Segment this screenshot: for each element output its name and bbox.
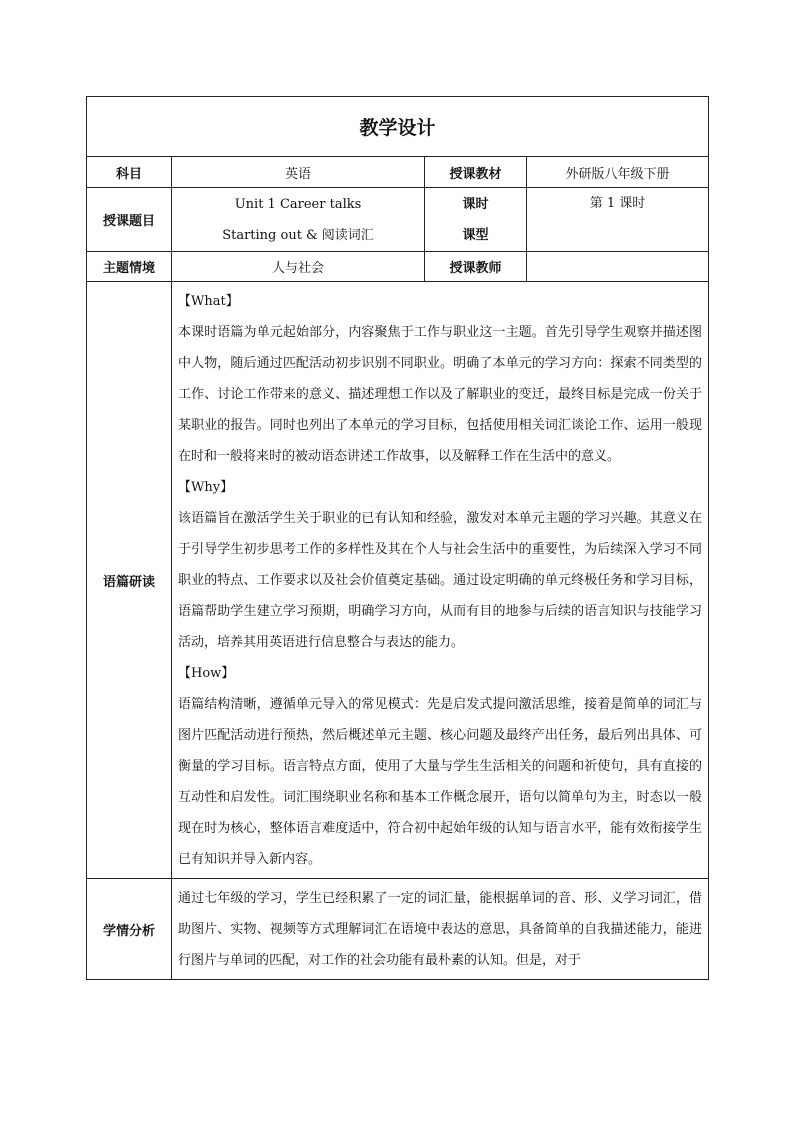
topic-label: 授课题目 <box>87 188 172 252</box>
what-paragraph: 本课时语篇为单元起始部分，内容聚焦于工作与职业这一主题。首先引导学生观察并描述图中人物，随后通过匹配活动初步识别不同职业。明确了本单元的学习方向：探索不同类型的工作、讨论工作带来的意义、描述理想工作以及了解职业的变迁，最终目标是完成一份关于某职业的报告。同时也列出了本单元的学习目标，包括使用相关词汇谈论工作、运用一般现在时和一般将来时的被动语态讲述工作故事，以及解释工作在生活中的意义。 <box>178 325 703 464</box>
why-heading: 【Why】 <box>178 480 234 495</box>
student-analysis-content <box>172 879 709 980</box>
subject-value: 英语 <box>172 157 425 188</box>
theme-value: 人与社会 <box>172 252 425 282</box>
title-row <box>87 97 709 157</box>
textbook-label: 授课教材 <box>425 157 527 188</box>
lesson-type-label: 课型 <box>462 227 489 243</box>
reading-analysis-content <box>172 282 709 879</box>
teacher-value <box>527 252 709 282</box>
reading-analysis-label: 语篇研读 <box>87 282 172 879</box>
page-title: 教学设计 <box>87 97 709 157</box>
period-type-label <box>425 188 527 252</box>
student-analysis-paragraph: 通过七年级的学习，学生已经积累了一定的词汇量，能根据单词的音、形、义学习词汇，借助图片、实物、视频等方式理解词汇在语境中表达的意思，具备简单的自我描述能力，能进行图片与单词的匹配，对工作的社会功能有最朴素的认知。但是，对于 <box>178 891 703 968</box>
period-label: 课时 <box>462 196 489 212</box>
topic-value-line1: Unit 1 Career talks <box>234 196 362 212</box>
student-analysis-row <box>87 879 709 980</box>
theme-label: 主题情境 <box>87 252 172 282</box>
why-paragraph: 该语篇旨在激活学生关于职业的已有认知和经验，激发对本单元主题的学习兴趣。其意义在于引导学生初步思考工作的多样性及其在个人与社会生活中的重要性，为后续深入学习不同职业的特点、工作要求以及社会价值奠定基础。通过设定明确的单元终极任务和学习目标，语篇帮助学生建立学习预期，明确学习方向，从而有目的地参与后续的语言知识与技能学习活动，培养其用英语进行信息整合与表达的能力。 <box>178 511 703 650</box>
topic-row <box>87 188 709 252</box>
theme-row <box>87 252 709 282</box>
period-value: 第 1 课时 <box>589 196 646 211</box>
topic-value <box>172 188 425 252</box>
period-value-cell <box>527 188 709 252</box>
reading-analysis-row <box>87 282 709 879</box>
student-analysis-label: 学情分析 <box>87 879 172 980</box>
topic-value-line2: Starting out & 阅读词汇 <box>222 227 374 243</box>
lesson-design-table <box>86 96 709 980</box>
how-heading: 【How】 <box>178 666 235 681</box>
what-heading: 【What】 <box>178 294 239 309</box>
textbook-value: 外研版八年级下册 <box>527 157 709 188</box>
subject-label: 科目 <box>87 157 172 188</box>
how-paragraph: 语篇结构清晰，遵循单元导入的常见模式：先是启发式提问激活思维，接着是简单的词汇与图片匹配活动进行预热，然后概述单元主题、核心问题及最终产出任务，最后列出具体、可衡量的学习目标。语言特点方面，使用了大量与学生生活相关的问题和祈使句，具有直接的互动性和启发性。词汇围绕职业名称和基本工作概念展开，语句以简单句为主，时态以一般现在时为核心，整体语言难度适中，符合初中起始年级的认知与语言水平，能有效衔接学生已有知识并导入新内容。 <box>178 697 703 867</box>
teacher-label: 授课教师 <box>425 252 527 282</box>
subject-row <box>87 157 709 188</box>
